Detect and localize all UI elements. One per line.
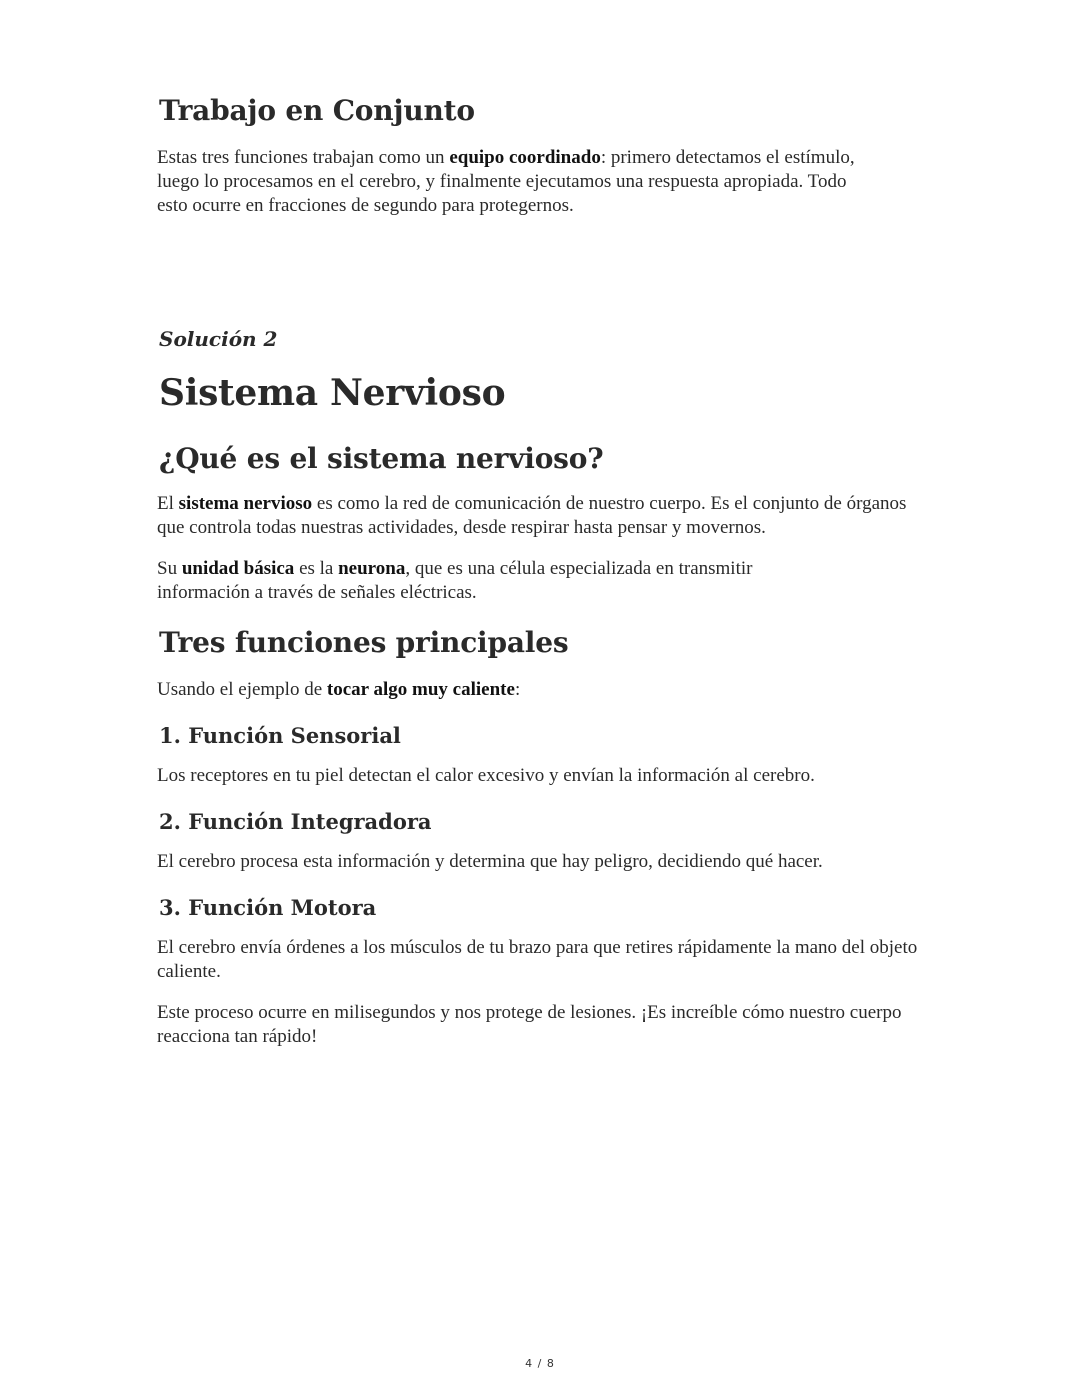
section-heading-que-es: ¿Qué es el sistema nervioso?	[159, 442, 604, 475]
function-text-integradora: El cerebro procesa esta información y determina que hay peligro, decidiendo qué hacer.	[157, 851, 823, 872]
paragraph-definicion: El sistema nervioso es como la red de comunicación de nuestro cuerpo. Es el conjunto de órganos que controla todas nuestras actividades, desde respirar hasta pensar y movernos.	[157, 493, 907, 538]
function-text-motora: El cerebro envía órdenes a los músculos de tu brazo para que retires rápidamente la mano del objeto caliente.	[157, 937, 918, 982]
section-heading-funciones: Tres funciones principales	[159, 626, 569, 659]
function-title-sensorial: 1. Función Sensorial	[159, 723, 401, 748]
section-heading-trabajo: Trabajo en Conjunto	[159, 94, 475, 127]
page-title: Sistema Nervioso	[159, 372, 506, 414]
function-title-integradora: 2. Función Integradora	[159, 809, 432, 834]
function-text-sensorial: Los receptores en tu piel detectan el calor excesivo y envían la información al cerebro.	[157, 765, 815, 786]
solution-label: Solución 2	[159, 327, 278, 351]
paragraph-cierre: Este proceso ocurre en milisegundos y nos protege de lesiones. ¡Es increíble cómo nuestro cuerpo reacciona tan rápido!	[157, 1002, 902, 1047]
paragraph-trabajo: Estas tres funciones trabajan como un equipo coordinado: primero detectamos el estímulo, luego lo procesamos en el cerebro, y finalmente ejecutamos una respuesta apropiada. Todo esto ocurre en fracciones de segundo para protegernos.	[157, 147, 855, 216]
paragraph-ejemplo: Usando el ejemplo de tocar algo muy caliente:	[157, 679, 521, 700]
page-number: 4 / 8	[525, 1357, 555, 1370]
paragraph-neurona: Su unidad básica es la neurona, que es una célula especializada en transmitir información a través de señales eléctricas.	[157, 558, 753, 603]
function-title-motora: 3. Función Motora	[159, 895, 377, 920]
